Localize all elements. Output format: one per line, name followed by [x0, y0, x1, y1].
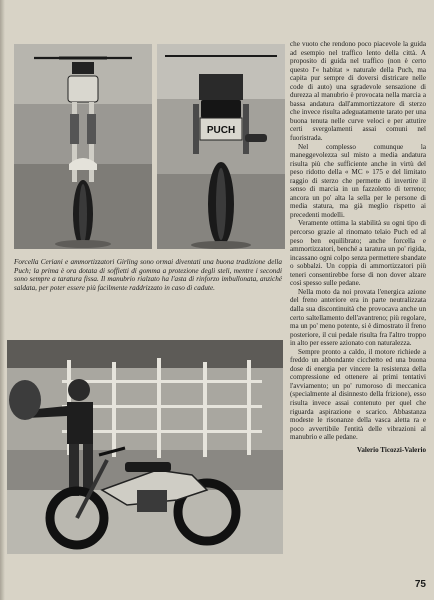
article-paragraph: che vuoto che rendono poco piacevole la guida ad esempio nel traffico lento della città. A proposito di guida nel traffico (non è certo questo l'« habitat » naturale della Puch, ma capita pur sempre di doversi districare nelle code di auto) una sgradevole sensazione di durezza al manubrio è provocata nella marcia a bassa andatura dall'ammortizzatore di sterzo che invece risulta adeguatamente tarato per una buona tenuta nelle curve veloci e per attutire certi svergolamenti assai comuni nel fuoristrada.	[290, 40, 426, 143]
article-paragraph: Sempre pronto a caldo, il motore richiede a freddo un abbondante cicchetto ed una buona dose di energia per vincere la resistenza della compressione ed ottenere ai primi tentativi l'avviamento; un po' rumoroso di meccanica (specialmente al disinnesto della frizione), esso risulta invece assai contenuto per quel che riguarda aspirazione e scarico. Abbastanza modeste le risonanze della vasca aletta ra e poco avvertibile l'entità delle vibrazioni al manubrio e alle pedane.	[290, 347, 426, 442]
article-paragraph: Veramente ottima la stabilità su ogni tipo di percorso grazie al rinomato telaio Puch ed al peso ben equilibrato; anche forcella e ammortizzatori, benché a taratura un po' rigida, incassano ogni colpo senza permettere sbandate o sobbalzi. Un coppia di ammortizzatori più teneri consentirebbe forse di non dover alzare così spesso sulle pedane.	[290, 219, 426, 288]
article-paragraph: Nella moto da noi provata l'energica azione del freno anteriore era in parte neutralizzata dalla sua discontinuità che provocava anche un certo saltellamento dell'avantreno; più regolare, ma un po' meno potente, si è dimostrato il freno posteriore, il cui pedale risulta fra l'altro troppo in alto per essere azionato con naturalezza.	[290, 287, 426, 348]
author-signature: Valerio Ticozzi-Valerio	[356, 445, 426, 454]
rear-plate-brand: PUCH	[206, 125, 236, 136]
photo-caption: Forcella Ceriani e ammortizzatori Girling sono ormai diventati una buona tradizione della Puch; la prima è ora dotata di soffietti di gomma a protezione degli steli, mentre i secondi sono sempre a taratura fissa. Il manubrio rialzato ha l'asta di rinforzo imbullonata, anziché saldata, per poter essere più facilmente raddrizzato in caso di cadute.	[14, 258, 282, 292]
page-number: 75	[414, 579, 426, 590]
photo-front-view	[14, 44, 152, 249]
photo-rider-illustration	[7, 340, 283, 554]
photo-rear-illustration	[157, 44, 285, 249]
photo-rear-view	[157, 44, 285, 249]
photo-front-illustration	[14, 44, 152, 249]
article-paragraph: Nel complesso comunque la maneggevolezza sul misto a media andatura risulta più che sufficiente anche in virtù del peso ridotto della « MC » 175 e del limitato raggio di sterzo che permette di invertire il senso di marcia in un fazzoletto di terreno; ancora un po' alta la sella per le persone di media statura, ma già meglio rispetto ai precedenti modelli.	[290, 142, 426, 219]
photo-rider-with-bike	[7, 340, 283, 554]
page-spine-shadow	[0, 0, 5, 600]
article-text-column	[290, 40, 426, 585]
